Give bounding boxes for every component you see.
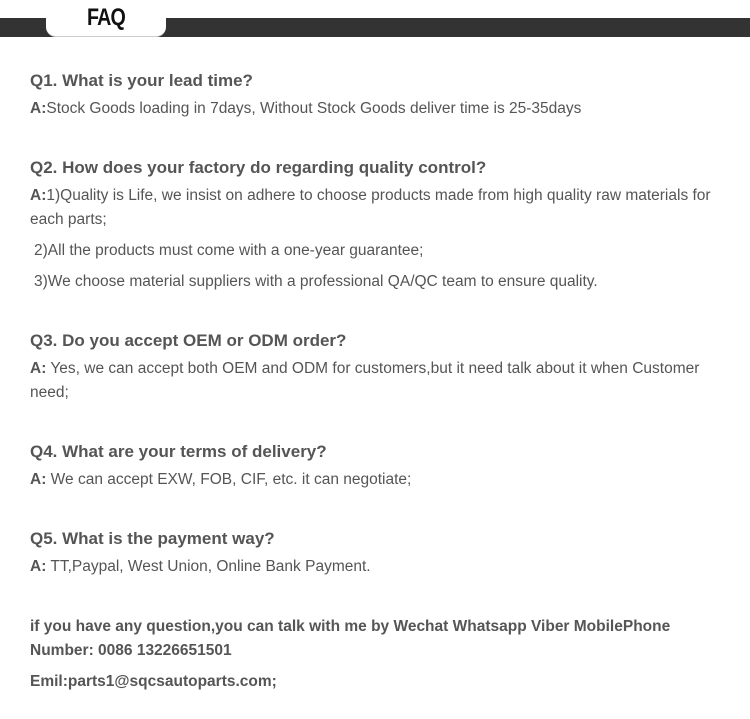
faq-item-2 — [30, 157, 735, 294]
question: Q5. What is the payment way? — [30, 529, 275, 548]
answer-prefix: A: — [30, 558, 47, 575]
contact-email[interactable]: Emil:parts1@sqcsautoparts.com; — [30, 673, 277, 690]
faq-title: FAQ — [86, 4, 126, 31]
answer-extra: 2)All the products must come with a one-year guarantee; — [34, 242, 424, 259]
faq-item-4 — [30, 441, 735, 492]
faq-item-5 — [30, 528, 735, 579]
answer-prefix: A: — [30, 187, 47, 204]
answer-text: Stock Goods loading in 7days, Without Stock Goods deliver time is 25-35days — [46, 100, 582, 117]
answer-text: 1)Quality is Life, we insist on adhere to choose products made from high quality raw materials for each parts; — [30, 187, 711, 228]
contact-section — [30, 615, 735, 694]
faq-tab — [46, 0, 166, 37]
faq-item-3 — [30, 330, 735, 405]
answer — [30, 357, 735, 405]
question: Q1. What is your lead time? — [30, 71, 253, 90]
answer-text: Yes, we can accept both OEM and ODM for customers,but it need talk about it when Customer need; — [30, 360, 700, 401]
answer-extra: 3)We choose material suppliers with a professional QA/QC team to ensure quality. — [34, 273, 598, 290]
faq-content — [30, 70, 735, 694]
answer-text: We can accept EXW, FOB, CIF, etc. it can negotiate; — [46, 471, 412, 488]
question: Q4. What are your terms of delivery? — [30, 442, 327, 461]
question: Q3. Do you accept OEM or ODM order? — [30, 331, 347, 350]
faq-item-1 — [30, 70, 735, 121]
answer — [30, 468, 735, 492]
answer-prefix: A: — [30, 471, 47, 488]
answer-text: TT,Paypal, West Union, Online Bank Payment. — [46, 558, 371, 575]
answer — [30, 97, 735, 121]
question: Q2. How does your factory do regarding quality control? — [30, 158, 487, 177]
contact-line: if you have any question,you can talk with me by Wechat Whatsapp Viber MobilePhone Number: 0086 13226651501 — [30, 618, 671, 659]
answer-prefix: A: — [30, 100, 47, 117]
answer — [30, 184, 735, 232]
answer — [30, 555, 735, 579]
answer-prefix: A: — [30, 360, 47, 377]
